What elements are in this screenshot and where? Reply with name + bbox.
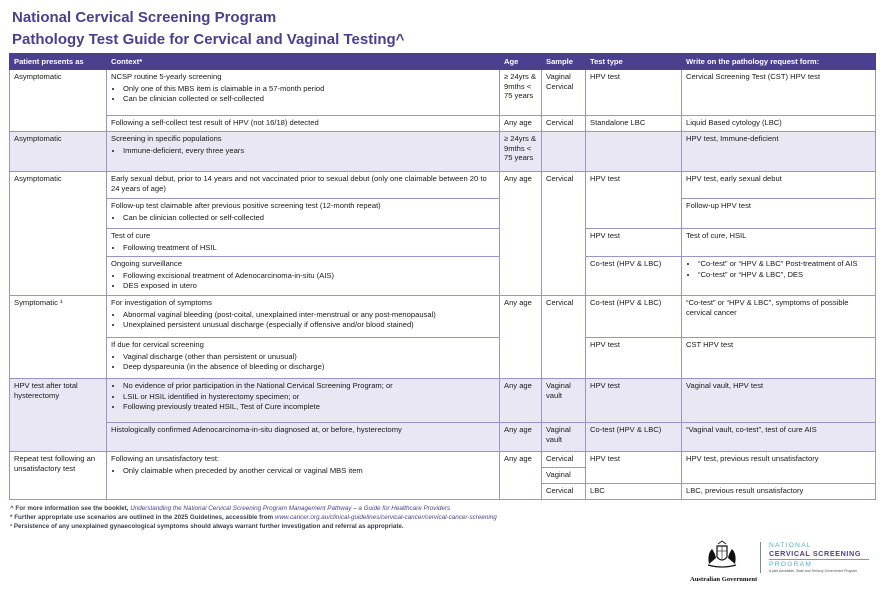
context-cell: Early sexual debut, prior to 14 years and not vaccinated prior to sexual debut (only one claimable between 20 to 24 years of age) xyxy=(107,172,500,199)
sample-cell: Cervical xyxy=(542,484,586,500)
context-cell xyxy=(107,338,500,379)
sample-cell xyxy=(542,132,586,172)
table-row xyxy=(10,116,876,132)
age-cell: Any age xyxy=(500,296,542,379)
age-cell: ≥ 24yrs & 9mths < 75 years xyxy=(500,132,542,172)
context-bullets xyxy=(111,310,495,330)
test-type-cell: Co-test (HPV & LBC) xyxy=(586,423,682,452)
context-bullets xyxy=(111,466,495,476)
page-subtitle: Pathology Test Guide for Cervical and Vaginal Testing^ xyxy=(12,31,405,48)
list-item: • Immune-deficient, every three years xyxy=(123,146,495,156)
sample-cell: Cervical xyxy=(542,172,586,296)
sample-cell: Vaginal Cervical xyxy=(542,70,586,116)
list-item: • LSIL or HSIL identified in hysterectomy specimen; or xyxy=(123,392,495,402)
request-form-cell xyxy=(682,257,876,296)
ncsp-logo xyxy=(760,542,869,573)
test-type-cell: HPV test xyxy=(586,70,682,116)
table-header-row xyxy=(10,54,876,70)
table-row xyxy=(10,423,876,452)
context-heading: For investigation of symptoms xyxy=(111,298,212,307)
guidelines-link[interactable]: www.cancer.org.au/clinical-guidelines/cervical-cancer/cervical-cancer-screening xyxy=(274,514,497,522)
list-item: • Abnormal vaginal bleeding (post-coital, unexplained inter-menstrual or any post-menopausal) xyxy=(123,310,495,320)
request-form-cell: “Co-test” or “HPV & LBC”, symptoms of possible cervical cancer xyxy=(682,296,876,338)
footnote-text: ^ For more information see the booklet, xyxy=(10,505,129,512)
context-heading: Test of cure xyxy=(111,231,151,240)
context-cell: Following a self-collect test result of HPV (not 16/18) detected xyxy=(107,116,500,132)
col-header-patient: Patient presents as xyxy=(10,54,107,70)
context-heading: Screening in specific populations xyxy=(111,134,222,143)
table-row xyxy=(10,70,876,116)
age-cell: Any age xyxy=(500,379,542,423)
sample-cell: Vaginal vault xyxy=(542,379,586,423)
list-item: • Only one of this MBS item is claimable in a 57-month period xyxy=(123,84,495,94)
sample-cell: Cervical xyxy=(542,452,586,468)
australian-government-logo xyxy=(690,540,758,583)
footnote-text: * Further appropriate use scenarios are outlined in the 2025 Guidelines, accessible from xyxy=(10,514,274,522)
list-item: • Can be clinician collected or self-collected xyxy=(123,213,495,223)
ncsp-logo-line3: PROGRAM xyxy=(769,561,813,568)
test-type-cell: HPV test xyxy=(586,379,682,423)
test-type-cell: Standalone LBC xyxy=(586,116,682,132)
footnote-booklet xyxy=(10,504,670,513)
test-type-cell: HPV test xyxy=(586,338,682,379)
list-item: • Following treatment of HSIL xyxy=(123,243,495,253)
footnotes xyxy=(10,504,670,531)
context-bullets xyxy=(111,213,495,223)
ncsp-logo-line1: NATIONAL xyxy=(769,542,812,549)
col-header-sample: Sample xyxy=(542,54,586,70)
request-form-cell: Vaginal vault, HPV test xyxy=(682,379,876,423)
ncsp-logo-tagline: A joint Australian, State and Territory Government Program xyxy=(769,569,858,573)
context-bullets xyxy=(111,352,495,372)
patient-presents-cell: Symptomatic ¹ xyxy=(10,296,107,379)
context-bullets xyxy=(111,146,495,156)
footnote-text: ¹ Persistence of any unexplained gynaecological symptoms should always warrant further investigation and referral as appropriate. xyxy=(10,523,404,531)
coat-of-arms-icon xyxy=(703,540,741,570)
context-cell xyxy=(107,296,500,338)
list-item: • Deep dyspareunia (in the absence of bleeding or discharge) xyxy=(123,362,495,372)
context-cell xyxy=(107,379,500,423)
list-item: • Vaginal discharge (other than persistent or unusual) xyxy=(123,352,495,362)
table-row xyxy=(10,257,876,296)
patient-presents-cell: HPV test after total hysterectomy xyxy=(10,379,107,452)
ncsp-logo-divider xyxy=(769,559,869,560)
age-cell: Any age xyxy=(500,452,542,500)
request-form-cell: CST HPV test xyxy=(682,338,876,379)
booklet-link[interactable]: Understanding the National Cervical Screening Program Management Pathway – a Guide for Healthcare Providers xyxy=(130,505,451,512)
table-row xyxy=(10,229,876,257)
table-row xyxy=(10,172,876,199)
table-row xyxy=(10,199,876,229)
list-item: • “Co-test” or “HPV & LBC”, DES xyxy=(698,270,871,280)
test-type-cell: Co-test (HPV & LBC) xyxy=(586,296,682,338)
list-item: • Following excisional treatment of Adenocarcinoma-in-situ (AIS) xyxy=(123,271,495,281)
test-type-cell: Co-test (HPV & LBC) xyxy=(586,257,682,296)
context-cell xyxy=(107,199,500,229)
sample-cell: Vaginal xyxy=(542,468,586,484)
col-header-request-form: Write on the pathology request form: xyxy=(682,54,876,70)
context-cell xyxy=(107,229,500,257)
list-item: • Following previously treated HSIL, Test of Cure incomplete xyxy=(123,402,495,412)
request-form-cell: “Vaginal vault, co-test”, test of cure AIS xyxy=(682,423,876,452)
footnote-guidelines xyxy=(10,513,670,522)
context-heading: If due for cervical screening xyxy=(111,340,204,349)
context-heading: Ongoing surveillance xyxy=(111,259,182,268)
list-item: • DES exposed in utero xyxy=(123,281,495,291)
sample-cell: Cervical xyxy=(542,116,586,132)
test-type-cell: HPV test xyxy=(586,229,682,257)
context-cell: Histologically confirmed Adenocarcinoma-in-situ diagnosed at, or before, hysterectomy xyxy=(107,423,500,452)
request-form-cell: Cervical Screening Test (CST) HPV test xyxy=(682,70,876,116)
context-cell xyxy=(107,70,500,116)
request-form-cell: Test of cure, HSIL xyxy=(682,229,876,257)
table-row xyxy=(10,379,876,423)
table-row xyxy=(10,338,876,379)
table-row xyxy=(10,452,876,468)
context-cell xyxy=(107,132,500,172)
request-form-cell: HPV test, early sexual debut xyxy=(682,172,876,199)
ncsp-logo-line2: CERVICAL SCREENING xyxy=(769,549,862,558)
patient-presents-cell: Asymptomatic xyxy=(10,70,107,132)
test-type-cell: HPV test xyxy=(586,452,682,484)
context-cell xyxy=(107,452,500,500)
table-row xyxy=(10,296,876,338)
context-heading: NCSP routine 5-yearly screening xyxy=(111,72,222,81)
request-form-cell: Liquid Based cytology (LBC) xyxy=(682,116,876,132)
context-cell xyxy=(107,257,500,296)
test-type-cell xyxy=(586,132,682,172)
context-bullets xyxy=(111,243,495,253)
context-bullets xyxy=(111,381,495,412)
context-heading: Following an unsatisfactory test: xyxy=(111,454,220,463)
patient-presents-cell: Asymptomatic xyxy=(10,132,107,172)
test-type-cell: HPV test xyxy=(586,172,682,229)
page-title: National Cervical Screening Program xyxy=(12,9,277,26)
col-header-age: Age xyxy=(500,54,542,70)
context-heading: Follow-up test claimable after previous positive screening test (12-month repeat) xyxy=(111,201,381,210)
sample-cell: Vaginal vault xyxy=(542,423,586,452)
pathology-test-table xyxy=(9,53,876,500)
col-header-test-type: Test type xyxy=(586,54,682,70)
patient-presents-cell: Asymptomatic xyxy=(10,172,107,296)
context-bullets xyxy=(111,271,495,291)
age-cell: Any age xyxy=(500,116,542,132)
age-cell: ≥ 24yrs & 9mths < 75 years xyxy=(500,70,542,116)
list-item: • Only claimable when preceded by another cervical or vaginal MBS item xyxy=(123,466,495,476)
table-row xyxy=(10,132,876,172)
footnote-symptoms xyxy=(10,522,670,531)
request-form-cell: LBC, previous result unsatisfactory xyxy=(682,484,876,500)
list-item: • “Co-test” or “HPV & LBC” Post-treatment of AIS xyxy=(698,259,871,269)
request-form-cell: HPV test, Immune-deficient xyxy=(682,132,876,172)
col-header-context: Context* xyxy=(107,54,500,70)
gov-label: Australian Government xyxy=(690,576,758,583)
list-item: • Can be clinician collected or self-collected xyxy=(123,94,495,104)
request-form-bullets xyxy=(686,259,871,279)
list-item: • Unexplained persistent unusual discharge (especially if offensive and/or blood stained) xyxy=(123,320,495,330)
context-bullets xyxy=(111,84,495,104)
request-form-cell: Follow-up HPV test xyxy=(682,199,876,229)
patient-presents-cell: Repeat test following an unsatisfactory test xyxy=(10,452,107,500)
request-form-cell: HPV test, previous result unsatisfactory xyxy=(682,452,876,484)
list-item: • No evidence of prior participation in the National Cervical Screening Program; or xyxy=(123,381,495,391)
age-cell: Any age xyxy=(500,423,542,452)
sample-cell: Cervical xyxy=(542,296,586,379)
test-type-cell: LBC xyxy=(586,484,682,500)
age-cell: Any age xyxy=(500,172,542,296)
